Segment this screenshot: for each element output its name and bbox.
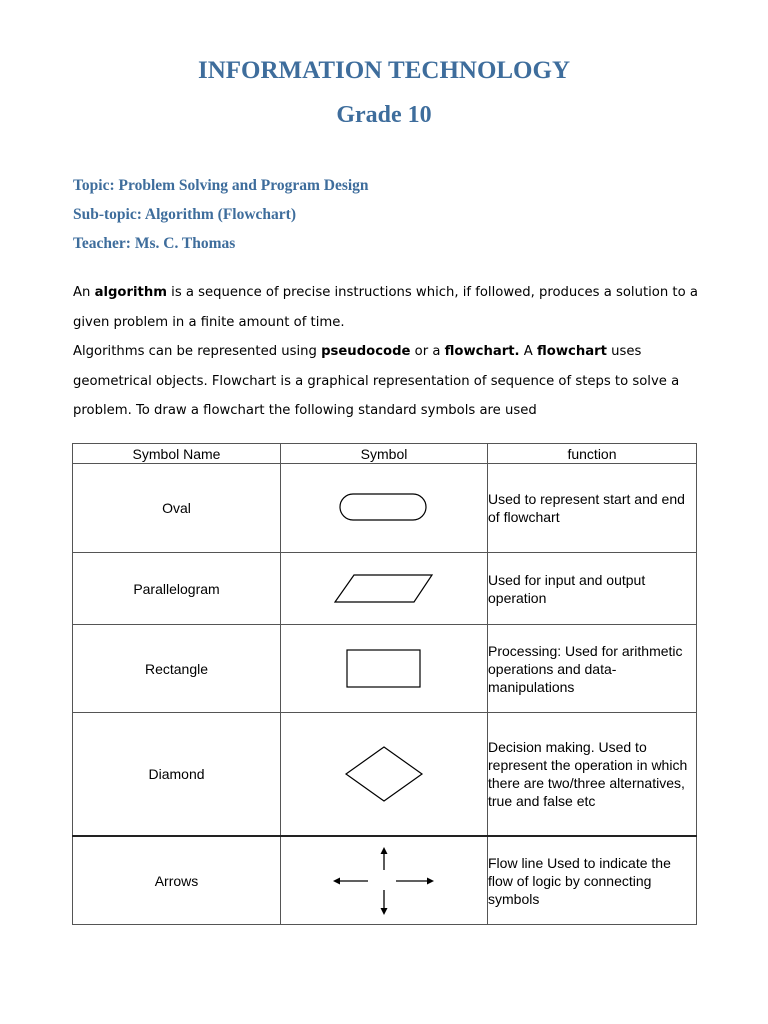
symbol-cell <box>281 713 488 837</box>
text-run: is a sequence of precise instructions which, if followed, produces a solution to a given problem in a finite amount of time. <box>73 285 698 330</box>
table-row <box>73 553 697 625</box>
symbol-name-cell: Arrows <box>73 836 281 925</box>
text-run: A <box>519 344 537 359</box>
teacher-line: Teacher: Ms. C. Thomas <box>73 235 236 252</box>
symbol-name-cell: Rectangle <box>73 625 281 713</box>
symbol-cell <box>281 625 488 713</box>
symbol-name-cell: Diamond <box>73 713 281 837</box>
term-flowchart-2: flowchart <box>536 344 607 359</box>
function-cell: Used to represent start and end of flowchart <box>488 464 697 553</box>
symbols-table <box>72 443 697 925</box>
function-cell: Used for input and output operation <box>488 553 697 625</box>
parallelogram-symbol <box>334 574 434 604</box>
text-run: An <box>73 285 95 300</box>
table-row <box>73 836 697 925</box>
symbol-cell <box>281 553 488 625</box>
intro-paragraph-2 <box>73 337 713 426</box>
table-header-row <box>73 444 697 464</box>
text-run: uses geometrical objects. Flowchart is a graphical representation of sequence of steps to solve a problem. To draw a flowchart the following standard symbols are used <box>73 344 680 418</box>
grade-heading: Grade 10 <box>336 102 432 128</box>
subtopic-line: Sub-topic: Algorithm (Flowchart) <box>73 206 297 223</box>
diamond-symbol <box>344 746 424 802</box>
table-row <box>73 625 697 713</box>
term-algorithm: algorithm <box>94 285 167 300</box>
header-function: function <box>488 444 697 464</box>
table-row <box>73 713 697 837</box>
function-cell: Flow line Used to indicate the flow of logic by connecting symbols <box>488 836 697 925</box>
term-pseudocode: pseudocode <box>321 344 411 359</box>
function-cell: Processing: Used for arithmetic operations and data-manipulations <box>488 625 697 713</box>
arrows-symbol <box>332 846 436 916</box>
header-symbol-name: Symbol Name <box>73 444 281 464</box>
intro-paragraph-1 <box>73 278 713 337</box>
document-title: INFORMATION TECHNOLOGY <box>197 57 571 84</box>
symbol-name-cell: Parallelogram <box>73 553 281 625</box>
symbol-cell <box>281 464 488 553</box>
term-flowchart: flowchart. <box>444 344 520 359</box>
topic-line: Topic: Problem Solving and Program Design <box>73 177 369 194</box>
function-cell: Decision making. Used to represent the operation in which there are two/three alternatives, true and false etc <box>488 713 697 837</box>
symbol-cell <box>281 836 488 925</box>
symbol-name-cell: Oval <box>73 464 281 553</box>
text-run: or a <box>410 344 445 359</box>
table-row <box>73 464 697 553</box>
oval-symbol <box>339 493 429 523</box>
header-symbol: Symbol <box>281 444 488 464</box>
text-run: Algorithms can be represented using <box>73 344 322 359</box>
rectangle-symbol <box>346 649 422 689</box>
